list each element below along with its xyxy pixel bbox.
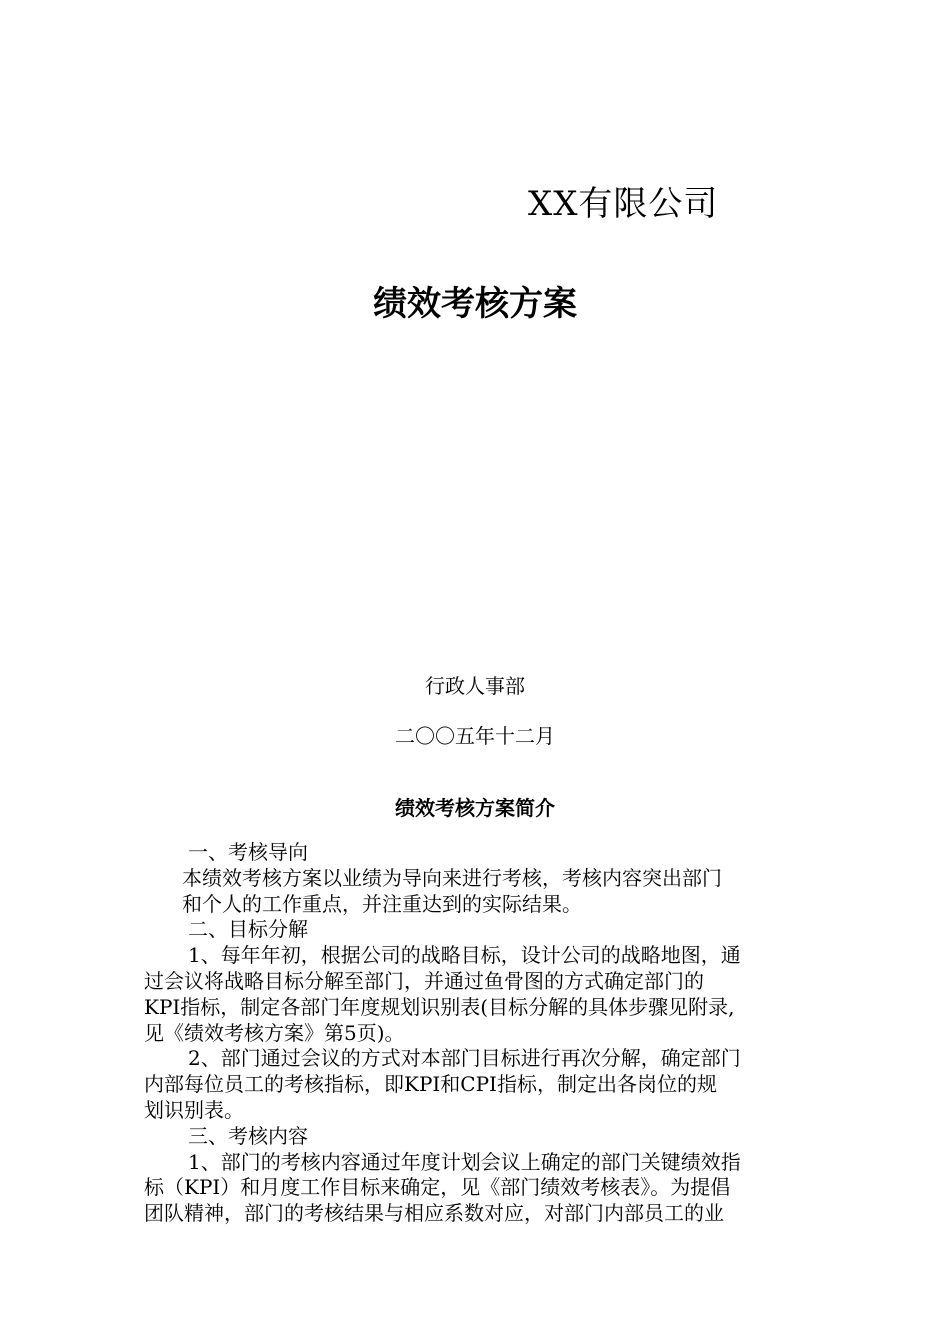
- document-title: 绩效考核方案: [373, 284, 577, 324]
- paragraph-line: 本绩效考核方案以业绩为导向来进行考核，考核内容突出部门: [182, 865, 722, 890]
- section-heading: 三、考核内容: [188, 1123, 308, 1148]
- section-heading: 二、目标分解: [188, 917, 308, 942]
- department-name: 行政人事部: [425, 674, 525, 698]
- paragraph-line: 标（KPI）和月度工作目标来确定，见《部门绩效考核表》。为提倡: [144, 1175, 731, 1200]
- section-heading: 一、考核导向: [188, 840, 308, 864]
- paragraph-line: 1、部门的考核内容通过年度计划会议上确定的部门关键绩效指: [188, 1149, 741, 1174]
- paragraph-line: 和个人的工作重点，并注重达到的实际结果。: [182, 891, 582, 916]
- intro-body: [144, 840, 824, 1227]
- paragraph-line: 内部每位员工的考核指标，即KPI和CPI指标，制定出各岗位的规: [144, 1072, 717, 1097]
- company-name: XX有限公司: [528, 184, 719, 224]
- paragraph-line: 见《绩效考核方案》第5页)。: [144, 1020, 405, 1045]
- paragraph-line: 团队精神，部门的考核结果与相应系数对应，对部门内部员工的业: [144, 1201, 724, 1226]
- paragraph-line: 1、每年年初，根据公司的战略目标，设计公司的战略地图，通: [188, 943, 741, 968]
- paragraph-line: 划识别表。: [144, 1097, 244, 1122]
- paragraph-line: 2、部门通过会议的方式对本部门目标进行再次分解，确定部门: [188, 1046, 741, 1071]
- paragraph-line: KPI指标，制定各部门年度规划识别表(目标分解的具体步骤见附录,: [144, 994, 735, 1019]
- paragraph-line: 过会议将战略目标分解至部门，并通过鱼骨图的方式确定部门的: [144, 968, 704, 993]
- document-date: 二〇〇五年十二月: [395, 724, 555, 748]
- intro-title: 绩效考核方案简介: [395, 796, 555, 820]
